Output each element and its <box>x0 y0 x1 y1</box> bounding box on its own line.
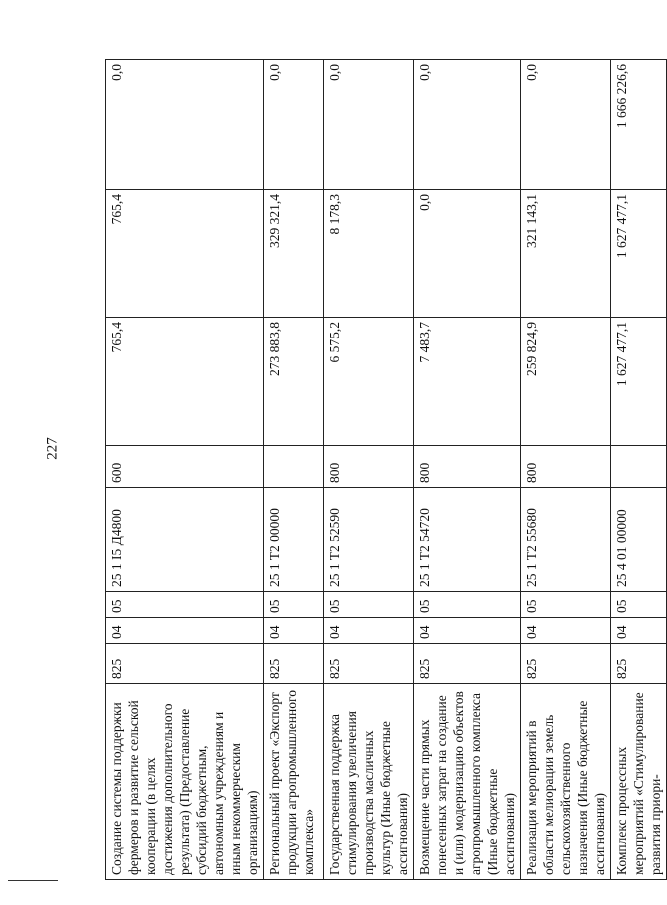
row-name-cell: Региональный проект «Экспорт продукции агропромышленного комплекса» <box>264 684 324 880</box>
amount-cell: 6 575,2 <box>324 318 414 446</box>
section-code-cell: 04 <box>264 618 324 644</box>
section-code-cell: 04 <box>324 618 414 644</box>
expense-type-cell <box>611 446 667 488</box>
table-row <box>106 60 264 880</box>
table-row <box>264 60 324 880</box>
target-article-cell: 25 4 01 00000 <box>611 488 667 592</box>
amount-cell: 273 883,8 <box>264 318 324 446</box>
row-name-cell: Комплекс процессных мероприятий «Стимулирование развития приори- <box>611 684 667 880</box>
expense-type-cell: 800 <box>414 446 521 488</box>
amount-cell: 0,0 <box>264 60 324 190</box>
budget-table <box>105 59 667 880</box>
amount-cell: 0,0 <box>414 190 521 318</box>
expense-type-cell: 600 <box>106 446 264 488</box>
target-article-cell: 25 1 I5 Д4800 <box>106 488 264 592</box>
subsection-code-cell: 05 <box>324 592 414 618</box>
ministry-code-cell: 825 <box>106 644 264 684</box>
table-row <box>521 60 611 880</box>
amount-cell: 1 627 477,1 <box>611 190 667 318</box>
amount-cell: 0,0 <box>414 60 521 190</box>
amount-cell: 765,4 <box>106 190 264 318</box>
table-row <box>324 60 414 880</box>
target-article-cell: 25 1 T2 00000 <box>264 488 324 592</box>
amount-cell: 0,0 <box>106 60 264 190</box>
ministry-code-cell: 825 <box>611 644 667 684</box>
amount-cell: 259 824,9 <box>521 318 611 446</box>
ministry-code-cell: 825 <box>324 644 414 684</box>
amount-cell: 0,0 <box>521 60 611 190</box>
amount-cell: 8 178,3 <box>324 190 414 318</box>
amount-cell: 765,4 <box>106 318 264 446</box>
amount-cell: 7 483,7 <box>414 318 521 446</box>
amount-cell: 0,0 <box>324 60 414 190</box>
row-name-cell: Реализация мероприятий в области мелиорации земель сельскохозяйственного назначения (Иные бюджетные ассигнования) <box>521 684 611 880</box>
subsection-code-cell: 05 <box>611 592 667 618</box>
row-name-cell: Создание системы поддержки фермеров и развитие сельской кооперации (в целях достижения дополнительного результата) (Предоставление субсидий бюджетным, автономным учреждениям и иным некоммерческим организациям) <box>106 684 264 880</box>
target-article-cell: 25 1 T2 54720 <box>414 488 521 592</box>
ministry-code-cell: 825 <box>414 644 521 684</box>
subsection-code-cell: 05 <box>521 592 611 618</box>
target-article-cell: 25 1 T2 55680 <box>521 488 611 592</box>
amount-cell: 329 321,4 <box>264 190 324 318</box>
ministry-code-cell: 825 <box>264 644 324 684</box>
expense-type-cell <box>264 446 324 488</box>
expense-type-cell: 800 <box>521 446 611 488</box>
section-code-cell: 04 <box>611 618 667 644</box>
row-name-cell: Возмещение части прямых понесенных затрат на создание и (или) модернизацию объектов агропромышленного комплекса (Иные бюджетные ассигнования) <box>414 684 521 880</box>
subsection-code-cell: 05 <box>264 592 324 618</box>
table-row <box>611 60 667 880</box>
amount-cell: 1 627 477,1 <box>611 318 667 446</box>
page-corner-rule <box>8 880 58 881</box>
amount-cell: 321 143,1 <box>521 190 611 318</box>
table-row <box>414 60 521 880</box>
expense-type-cell: 800 <box>324 446 414 488</box>
row-name-cell: Государственная поддержка стимулирования увеличения производства масличных культур (Иные бюджетные ассигнования) <box>324 684 414 880</box>
section-code-cell: 04 <box>414 618 521 644</box>
amount-cell: 1 666 226,6 <box>611 60 667 190</box>
section-code-cell: 04 <box>521 618 611 644</box>
page-number: 227 <box>44 437 61 460</box>
target-article-cell: 25 1 T2 52590 <box>324 488 414 592</box>
subsection-code-cell: 05 <box>106 592 264 618</box>
section-code-cell: 04 <box>106 618 264 644</box>
ministry-code-cell: 825 <box>521 644 611 684</box>
subsection-code-cell: 05 <box>414 592 521 618</box>
rotated-page-content <box>105 60 663 880</box>
